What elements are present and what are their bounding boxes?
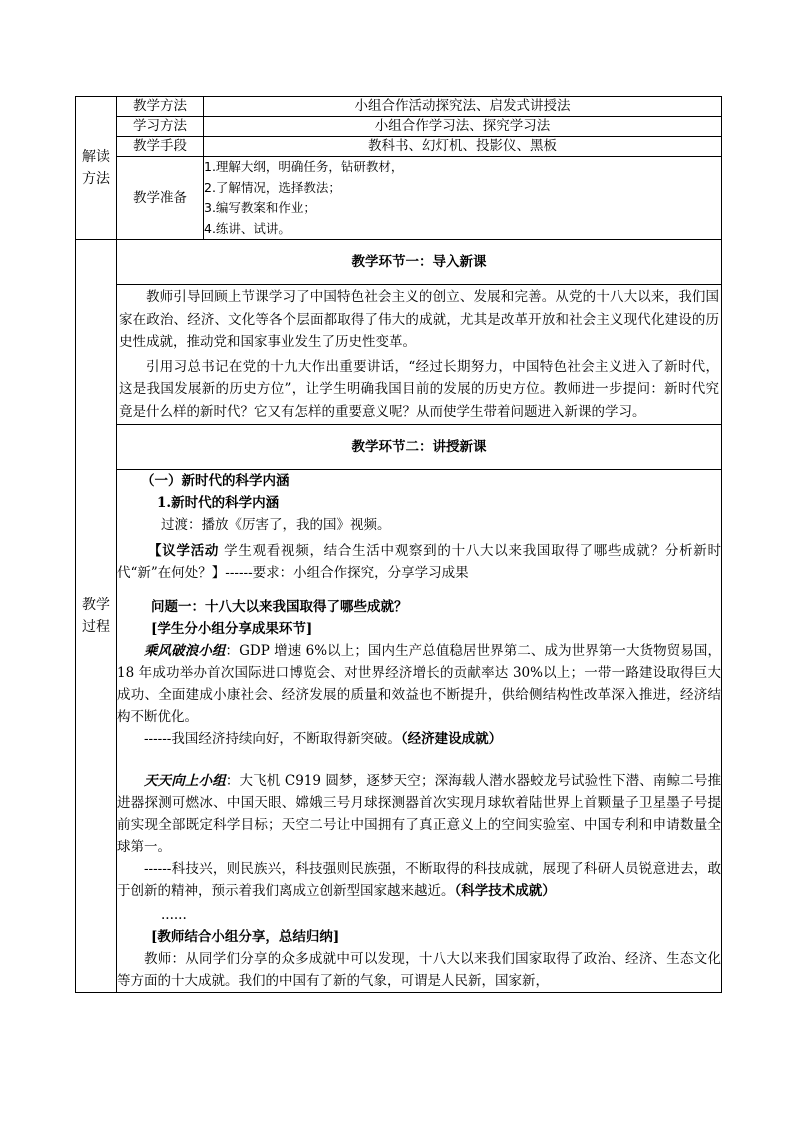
prep-item: 4.练讲、试讲。 xyxy=(204,220,291,236)
section1-paragraph: 引用习总书记在党的十九大作出重要讲话，“经过长期努力，中国特色社会主义进入了新时代，这是我国发展新的历史方位”，让学生明确我国目前的发展的历史方位。教师进一步提问：新时代究竟是什么样的新时代？它又有怎样的重要意义呢？从而使学生带着问题进入新课的学习。 xyxy=(119,358,719,420)
teaching-method-label: 教学方法 xyxy=(117,97,204,117)
section1-paragraph: 教师引导回顾上节课学习了中国特色社会主义的创立、发展和完善。从党的十八大以来，我们国家在政治、经济、文化等各个层面都取得了伟大的成就，尤其是改革开放和社会主义现代化建设的历史性成就，推动党和国家事业发生了历史性变革。 xyxy=(119,289,719,350)
learning-method-value: 小组合作学习法、探究学习法 xyxy=(204,117,722,137)
question-heading: 问题一：十八大以来我国取得了哪些成就？ xyxy=(151,599,408,615)
teacher-summary-heading: [教师结合小组分享，总结归纳] xyxy=(151,929,340,945)
ellipsis-text: ...... xyxy=(161,907,187,923)
teaching-prep-label: 教学准备 xyxy=(117,157,204,240)
section1-title: 教学环节一：导入新课 xyxy=(117,240,722,285)
activity-text: 【议学活动 学生观看视频，结合生活中观察到的十八大以来我国取得了哪些成就？分析新时代“新”在何处？】------要求：小组合作探究，分享学习成果 xyxy=(117,543,722,581)
method-side-label: 解读 方法 xyxy=(76,97,117,240)
group1-conclusion: ------我国经济持续向好，不断取得新突破。（经济建设成就） xyxy=(144,731,503,747)
heading-level1: （一）新时代的科学内涵 xyxy=(141,473,290,489)
teaching-means-label: 教学手段 xyxy=(117,137,204,157)
learning-method-label: 学习方法 xyxy=(117,117,204,137)
teacher-summary-text: 教师：从同学们分享的众多成就中可以发现，十八大以来我们国家取得了政治、经济、生态文化等方面的十大成就。我们的中国有了新的气象，可谓是人民新，国家新， xyxy=(117,951,721,989)
section2-title: 教学环节二：讲授新课 xyxy=(117,425,722,470)
prep-item: 2.了解情况，选择教法； xyxy=(204,179,341,195)
group1-text: 乘风破浪小组：GDP 增速 6%以上；国内生产总值稳居世界第二、成为世界第一大货物贸易国，18 年成功举办首次国际进口博览会、对世界经济增长的贡献率达 30%以上；一带一路建设取得巨大成功、全面建成小康社会、经济发展的质量和效益也不断提升，供给侧结构性改革深入推进，经济结构不断优化。 xyxy=(117,643,721,725)
share-heading: [学生分小组分享成果环节] xyxy=(151,621,313,637)
section1-body xyxy=(117,285,722,425)
heading-level2: 1.新时代的科学内涵 xyxy=(157,495,280,511)
section2-body xyxy=(117,470,722,993)
group2-text: 天天向上小组：大飞机 C919 圆梦，逐梦天空；深海载人潜水器蛟龙号试验性下潜、南鲸二号推进器探测可燃冰、中国天眼、嫦娥三号月球探测器首次实现月球软着陆世界上首颗量子卫星墨子号提前实现全部既定科学目标；天空二号让中国拥有了真正意义上的空间实验室、中国专利和申请数量全球第一。 xyxy=(117,773,721,855)
teaching-prep-list xyxy=(204,157,722,240)
prep-item: 3.编写教案和作业； xyxy=(204,200,316,215)
prep-item: 1.理解大纲，明确任务，钻研教材， xyxy=(204,159,404,174)
teaching-means-value: 教科书、幻灯机、投影仪、黑板 xyxy=(204,137,722,157)
teaching-method-value: 小组合作活动探究法、启发式讲授法 xyxy=(204,97,722,117)
group2-conclusion: ------科技兴，则民族兴，科技强则民族强，不断取得的科技成就，展现了科研人员锐意进去，敢于创新的精神，预示着我们离成立创新型国家越来越近。（科学技术成就） xyxy=(117,861,721,899)
process-side-label: 教学 过程 xyxy=(76,240,117,993)
lesson-plan-table xyxy=(75,96,722,993)
transition-text: 过渡：播放《厉害了，我的国》视频。 xyxy=(161,517,391,533)
